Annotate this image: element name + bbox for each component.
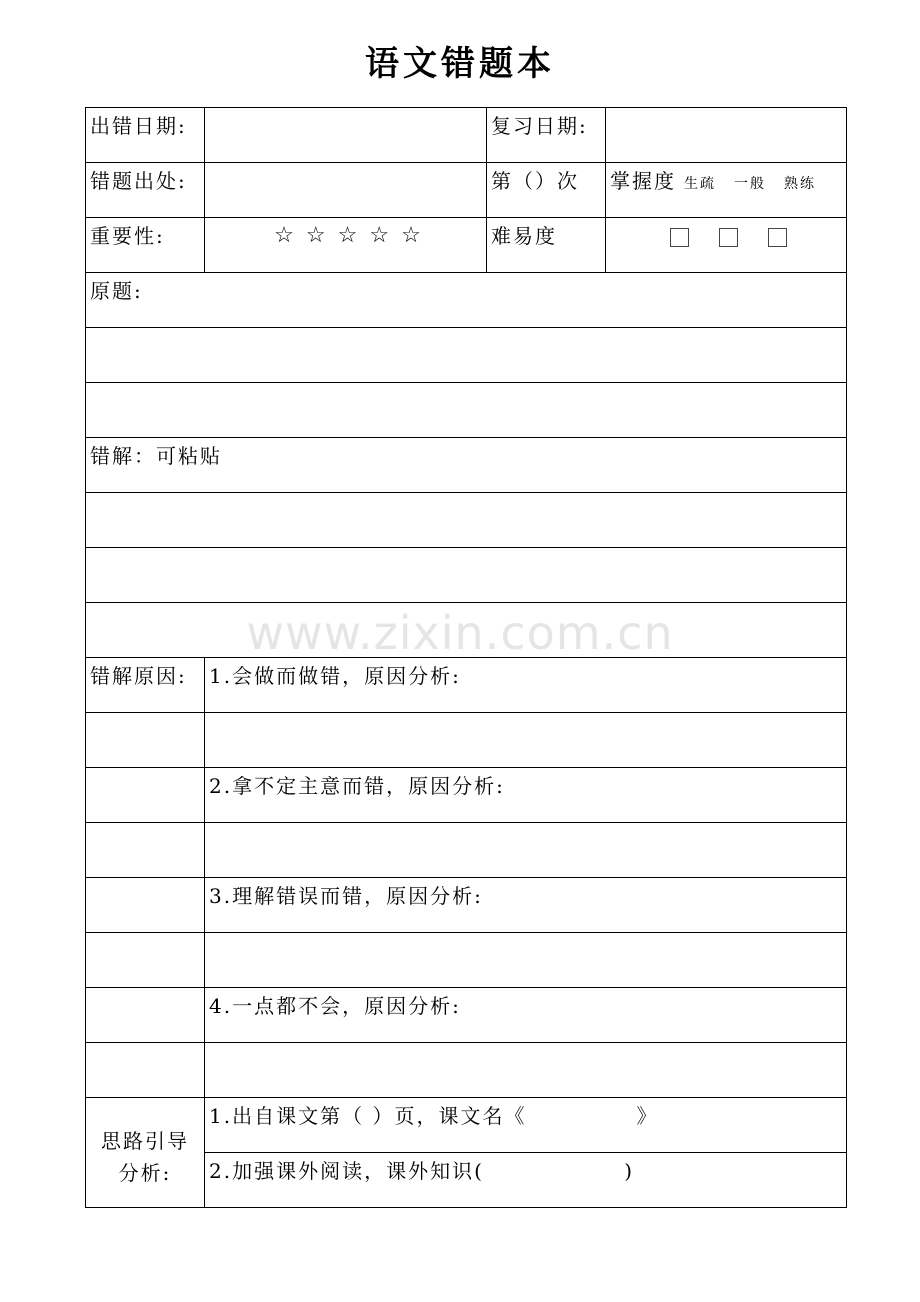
reason-1-text: 1.会做而做错，原因分析: [209,664,461,688]
reason-answer-line[interactable] [205,933,847,988]
table-row [86,493,847,548]
guidance-label-cell [86,1098,205,1208]
wrong-solution-line[interactable] [86,548,847,603]
source-label: 错题出处: [90,169,187,193]
reason-label-cell [86,658,205,713]
reason-cell[interactable] [205,658,847,713]
table-row [86,548,847,603]
mastery-cell [606,163,847,218]
difficulty-checkbox[interactable] [670,228,689,247]
table-row [86,933,847,988]
table-row [86,988,847,1043]
attempt-label-cell [487,163,606,218]
difficulty-checkbox[interactable] [768,228,787,247]
original-question-cell[interactable] [86,273,847,328]
mastery-label: 掌握度 [610,169,676,193]
table-row [86,713,847,768]
star-icon[interactable]: ☆ [369,223,390,248]
table-row [86,328,847,383]
reason-3-text: 3.理解错误而错，原因分析: [209,884,483,908]
difficulty-label-cell [487,218,606,273]
table-row [86,383,847,438]
blank-cell [86,988,205,1043]
blank-cell [86,1043,205,1098]
blank-cell [86,933,205,988]
star-icon[interactable]: ☆ [274,223,294,248]
importance-label-cell [86,218,205,273]
error-date-label-cell [86,108,205,163]
guidance-cell[interactable] [205,1153,847,1208]
reason-answer-line[interactable] [205,1043,847,1098]
table-row [86,768,847,823]
attempt-label: 第（）次 [491,169,579,193]
blank-cell [86,713,205,768]
guidance-1-text: 1.出自课文第（ ）页，课文名《 》 [209,1104,659,1128]
blank-cell [86,823,205,878]
original-question-label: 原题: [90,279,143,303]
difficulty-checkbox[interactable] [719,228,738,247]
reason-2-text: 2.拿不定主意而错，原因分析: [209,774,505,798]
reason-answer-line[interactable] [205,713,847,768]
reason-4-text: 4.一点都不会，原因分析: [209,994,461,1018]
source-field[interactable] [205,163,487,218]
table-row [86,163,847,218]
watermark: www.zixin.com.cn [246,606,674,660]
reason-cell[interactable] [205,878,847,933]
difficulty-label: 难易度 [491,224,557,248]
guidance-cell[interactable] [205,1098,847,1153]
table-row [86,878,847,933]
mastery-option-unfamiliar[interactable]: 生疏 [684,176,716,192]
blank-cell [86,768,205,823]
star-icon[interactable]: ☆ [337,223,358,248]
review-date-label-cell [487,108,606,163]
table-row [86,823,847,878]
star-icon[interactable]: ☆ [305,223,326,248]
review-date-field[interactable] [606,108,847,163]
table-row [86,1098,847,1153]
error-log-table [85,107,847,1208]
table-row [86,603,847,658]
reason-label: 错解原因: [90,664,187,688]
source-label-cell [86,163,205,218]
star-icon[interactable]: ☆ [401,223,421,248]
page-title: 语文错题本 [365,44,555,84]
wrong-solution-cell[interactable] [86,438,847,493]
error-date-field[interactable] [205,108,487,163]
table-row [86,218,847,273]
importance-label: 重要性: [90,224,165,248]
guidance-label: 思路引导 分析: [101,1128,189,1185]
table-row [86,438,847,493]
guidance-2-text: 2.加强课外阅读，课外知识( ) [209,1159,635,1183]
difficulty-checkboxes [606,218,847,273]
reason-cell[interactable] [205,768,847,823]
wrong-solution-line[interactable] [86,493,847,548]
error-date-label: 出错日期: [90,114,187,138]
reason-answer-line[interactable] [205,823,847,878]
blank-cell [86,878,205,933]
mastery-option-average[interactable]: 一般 [734,176,766,192]
reason-cell[interactable] [205,988,847,1043]
mastery-option-proficient[interactable]: 熟练 [784,176,816,192]
table-row [86,108,847,163]
table-row [86,273,847,328]
table-row [86,658,847,713]
wrong-solution-label: 错解：可粘贴 [90,444,222,468]
importance-stars [205,218,487,273]
original-question-line[interactable] [86,383,847,438]
original-question-line[interactable] [86,328,847,383]
table-row [86,1043,847,1098]
wrong-solution-line[interactable] [86,603,847,658]
review-date-label: 复习日期: [491,114,588,138]
